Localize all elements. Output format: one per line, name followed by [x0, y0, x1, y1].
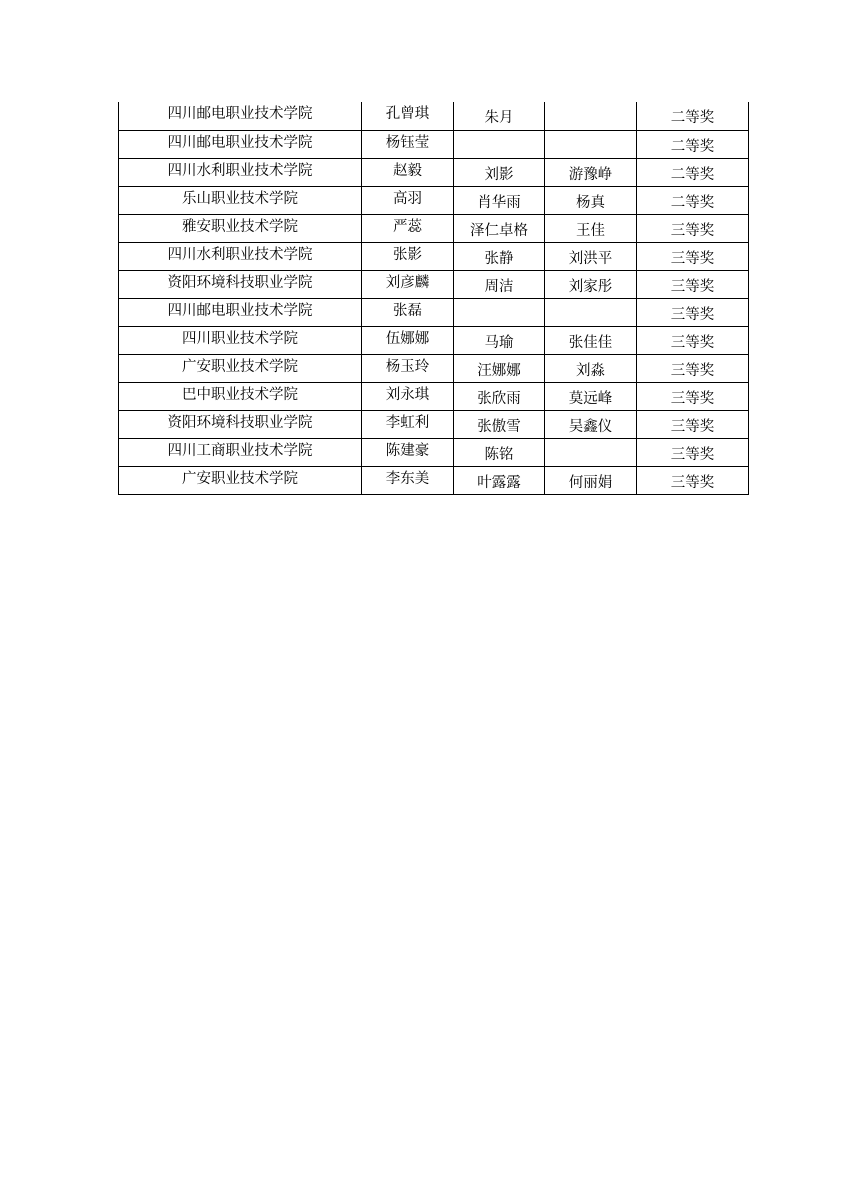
member-1-cell: 严蕊: [362, 215, 454, 243]
award-cell: 三等奖: [637, 355, 749, 383]
member-3-cell: 游豫峥: [545, 159, 637, 187]
member-1-cell: 张磊: [362, 299, 454, 327]
member-1-cell: 杨玉玲: [362, 355, 454, 383]
table-row: [119, 271, 749, 299]
member-1-cell: 赵毅: [362, 159, 454, 187]
member-3-cell: [545, 131, 637, 159]
member-3-cell: 杨真: [545, 187, 637, 215]
member-2-cell: 泽仁卓格: [454, 215, 545, 243]
table-row: [119, 383, 749, 411]
college-cell: 乐山职业技术学院: [119, 187, 362, 215]
member-2-cell: 周洁: [454, 271, 545, 299]
table-row: [119, 299, 749, 327]
table-row: [119, 327, 749, 355]
award-cell: 三等奖: [637, 383, 749, 411]
member-1-cell: 孔曾琪: [362, 102, 454, 131]
college-cell: 资阳环境科技职业学院: [119, 271, 362, 299]
member-2-cell: 张欣雨: [454, 383, 545, 411]
college-cell: 雅安职业技术学院: [119, 215, 362, 243]
college-cell: 广安职业技术学院: [119, 355, 362, 383]
member-3-cell: 吴鑫仪: [545, 411, 637, 439]
member-2-cell: 马瑜: [454, 327, 545, 355]
college-cell: 四川邮电职业技术学院: [119, 299, 362, 327]
member-2-cell: 张傲雪: [454, 411, 545, 439]
member-1-cell: 张影: [362, 243, 454, 271]
member-1-cell: 伍娜娜: [362, 327, 454, 355]
award-cell: 三等奖: [637, 215, 749, 243]
award-cell: 二等奖: [637, 102, 749, 131]
member-2-cell: 朱月: [454, 102, 545, 131]
member-2-cell: 汪娜娜: [454, 355, 545, 383]
college-cell: 四川水利职业技术学院: [119, 243, 362, 271]
member-1-cell: 李虹利: [362, 411, 454, 439]
award-cell: 三等奖: [637, 411, 749, 439]
member-3-cell: [545, 299, 637, 327]
table-row: [119, 355, 749, 383]
award-cell: 三等奖: [637, 299, 749, 327]
table-row: [119, 187, 749, 215]
college-cell: 四川工商职业技术学院: [119, 439, 362, 467]
member-3-cell: 莫远峰: [545, 383, 637, 411]
member-2-cell: [454, 299, 545, 327]
college-cell: 资阳环境科技职业学院: [119, 411, 362, 439]
award-cell: 三等奖: [637, 271, 749, 299]
college-cell: 四川邮电职业技术学院: [119, 131, 362, 159]
member-3-cell: 刘家彤: [545, 271, 637, 299]
table-row: [119, 411, 749, 439]
member-3-cell: 张佳佳: [545, 327, 637, 355]
member-3-cell: [545, 102, 637, 131]
member-3-cell: 刘淼: [545, 355, 637, 383]
member-1-cell: 陈建豪: [362, 439, 454, 467]
award-cell: 二等奖: [637, 159, 749, 187]
award-cell: 二等奖: [637, 187, 749, 215]
table-row: [119, 243, 749, 271]
award-cell: 三等奖: [637, 467, 749, 495]
table-row: [119, 131, 749, 159]
member-1-cell: 杨钰莹: [362, 131, 454, 159]
member-3-cell: [545, 439, 637, 467]
award-cell: 三等奖: [637, 327, 749, 355]
college-cell: 四川职业技术学院: [119, 327, 362, 355]
member-2-cell: 张静: [454, 243, 545, 271]
table-row: [119, 102, 749, 131]
member-2-cell: 刘影: [454, 159, 545, 187]
member-2-cell: [454, 131, 545, 159]
award-cell: 三等奖: [637, 243, 749, 271]
table-row: [119, 215, 749, 243]
member-3-cell: 王佳: [545, 215, 637, 243]
member-1-cell: 刘永琪: [362, 383, 454, 411]
member-1-cell: 高羽: [362, 187, 454, 215]
member-3-cell: 何丽娟: [545, 467, 637, 495]
member-1-cell: 刘彦麟: [362, 271, 454, 299]
award-cell: 三等奖: [637, 439, 749, 467]
award-cell: 二等奖: [637, 131, 749, 159]
member-2-cell: 肖华雨: [454, 187, 545, 215]
college-cell: 巴中职业技术学院: [119, 383, 362, 411]
college-cell: 广安职业技术学院: [119, 467, 362, 495]
awards-table: [118, 102, 749, 495]
college-cell: 四川水利职业技术学院: [119, 159, 362, 187]
member-2-cell: 叶露露: [454, 467, 545, 495]
table-row: [119, 439, 749, 467]
table-row: [119, 159, 749, 187]
member-2-cell: 陈铭: [454, 439, 545, 467]
table-row: [119, 467, 749, 495]
awards-table-body: [119, 102, 749, 495]
member-3-cell: 刘洪平: [545, 243, 637, 271]
college-cell: 四川邮电职业技术学院: [119, 102, 362, 131]
member-1-cell: 李东美: [362, 467, 454, 495]
